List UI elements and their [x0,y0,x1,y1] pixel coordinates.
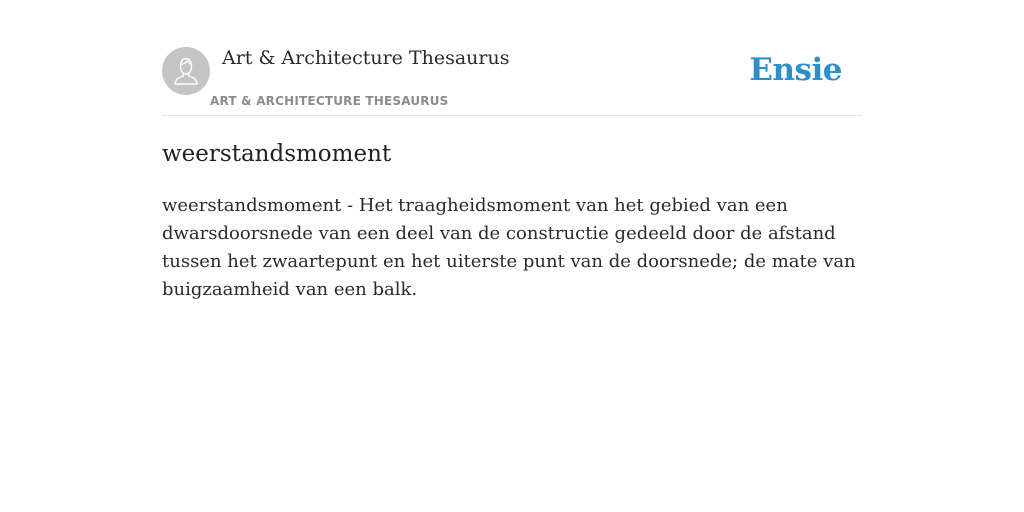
entry-definition: weerstandsmoment - Het traagheidsmoment van het gebied van een dwarsdoorsnede van een deel van de constructie gedeeld door de afstand tussen het zwaartepunt en het uiterste punt van de doorsnede; de mate van buigzaamheid van een balk. [162,195,856,300]
entry-title: weerstandsmoment [162,141,392,167]
author-avatar[interactable] [162,47,210,95]
entry-header [162,0,862,116]
category-link[interactable]: ART & ARCHITECTURE THESAURUS [210,94,449,108]
author-name-link[interactable]: Art & Architecture Thesaurus [222,47,510,69]
ensie-logo[interactable]: Ensie [749,52,842,88]
content-container [162,0,862,300]
user-avatar-icon [162,47,210,95]
